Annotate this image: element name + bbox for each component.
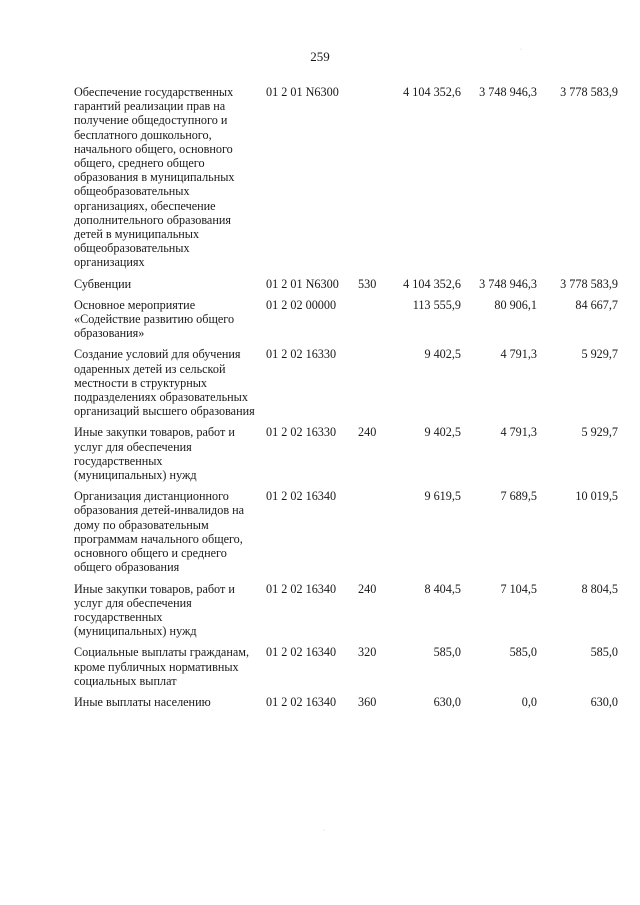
row-amount-1: 8 404,5 xyxy=(424,581,461,596)
table-row xyxy=(74,277,618,291)
table-row xyxy=(74,645,618,688)
row-expense-type: 360 xyxy=(358,694,377,709)
row-expense-type: 240 xyxy=(358,425,377,440)
row-name: Иные закупки товаров, работ и услуг для обеспечения государственных (муниципальных) нужд xyxy=(74,581,235,639)
row-expense-type: 530 xyxy=(358,276,377,291)
row-amount-1: 4 104 352,6 xyxy=(403,85,461,99)
row-spacer xyxy=(74,291,618,298)
row-amount-2: 4 791,3 xyxy=(500,425,537,440)
row-target-code: 01 2 02 16340 xyxy=(266,645,337,660)
row-amount-2: 7 689,5 xyxy=(500,489,537,504)
row-target-code: 01 2 01 N6300 xyxy=(266,85,339,99)
row-amount-3: 8 804,5 xyxy=(581,581,618,596)
row-amount-1: 9 402,5 xyxy=(424,425,461,440)
row-amount-3: 84 667,7 xyxy=(575,297,618,312)
row-amount-2: 3 748 946,3 xyxy=(479,85,537,99)
row-name: Субвенции xyxy=(74,276,132,291)
row-name: Организация дистанционного образования детей-инвалидов на дому по образовательным программам начального общего, основного общего и среднего общего образования xyxy=(74,489,245,575)
row-spacer xyxy=(74,418,618,425)
row-amount-3: 3 778 583,9 xyxy=(560,85,618,99)
table-row xyxy=(74,347,618,418)
scan-speck: · xyxy=(323,828,325,834)
row-expense-type: 240 xyxy=(358,581,377,596)
row-name: Иные выплаты населению xyxy=(74,694,211,709)
row-target-code: 01 2 02 00000 xyxy=(266,297,337,312)
row-spacer xyxy=(74,340,618,347)
row-spacer xyxy=(74,575,618,582)
row-amount-2: 3 748 946,3 xyxy=(479,276,537,291)
row-spacer xyxy=(74,482,618,489)
row-amount-1: 630,0 xyxy=(433,694,461,709)
row-target-code: 01 2 02 16330 xyxy=(266,347,337,362)
row-name: Иные закупки товаров, работ и услуг для обеспечения государственных (муниципальных) нужд xyxy=(74,425,235,483)
row-amount-2: 80 906,1 xyxy=(494,297,537,312)
row-name: Основное мероприятие «Содействие развитию общего образования» xyxy=(74,297,235,341)
row-target-code: 01 2 02 16340 xyxy=(266,694,337,709)
row-amount-2: 585,0 xyxy=(509,645,537,660)
table-row xyxy=(74,85,618,270)
row-amount-3: 585,0 xyxy=(590,645,618,660)
table-row xyxy=(74,695,618,709)
row-amount-2: 7 104,5 xyxy=(500,581,537,596)
row-amount-1: 9 619,5 xyxy=(424,489,461,504)
row-target-code: 01 2 02 16340 xyxy=(266,581,337,596)
row-spacer xyxy=(74,270,618,277)
row-target-code: 01 2 02 16330 xyxy=(266,425,337,440)
table-row xyxy=(74,489,618,574)
scan-speck: · xyxy=(520,47,522,53)
row-amount-1: 9 402,5 xyxy=(424,347,461,362)
row-name: Обеспечение государственных гарантий реализации прав на получение общедоступного и бесплатного дошкольного, начального общего, основного общего, среднего общего образования в муниципальных общеобразовательных организациях, обеспечение дополнительного образования детей в муниципальных общеобразовательных организациях xyxy=(74,85,235,270)
table-row xyxy=(74,582,618,639)
row-expense-type: 320 xyxy=(358,645,377,660)
row-amount-3: 5 929,7 xyxy=(581,425,618,440)
row-expense-type xyxy=(358,489,384,574)
row-name: Создание условий для обучения одаренных детей из сельской местности в структурных подразделениях образовательных организаций высшего образования xyxy=(74,347,255,419)
row-expense-type xyxy=(358,347,384,418)
row-amount-1: 113 555,9 xyxy=(412,297,461,312)
row-amount-3: 10 019,5 xyxy=(575,489,618,504)
row-amount-3: 3 778 583,9 xyxy=(560,276,618,291)
table-row xyxy=(74,425,618,482)
row-target-code: 01 2 02 16340 xyxy=(266,489,337,504)
row-target-code: 01 2 01 N6300 xyxy=(266,276,339,291)
row-amount-3: 5 929,7 xyxy=(581,347,618,362)
row-spacer xyxy=(74,688,618,695)
table-row xyxy=(74,298,618,341)
row-amount-2: 4 791,3 xyxy=(500,347,537,362)
row-name: Социальные выплаты гражданам, кроме публичных нормативных социальных выплат xyxy=(74,645,250,688)
row-spacer xyxy=(74,638,618,645)
row-expense-type xyxy=(358,85,384,270)
row-amount-1: 585,0 xyxy=(433,645,461,660)
row-expense-type xyxy=(358,298,384,341)
row-amount-3: 630,0 xyxy=(590,694,618,709)
budget-table xyxy=(74,85,618,709)
page-number: 259 xyxy=(310,49,330,64)
row-amount-1: 4 104 352,6 xyxy=(403,276,461,291)
row-amount-2: 0,0 xyxy=(521,694,537,709)
